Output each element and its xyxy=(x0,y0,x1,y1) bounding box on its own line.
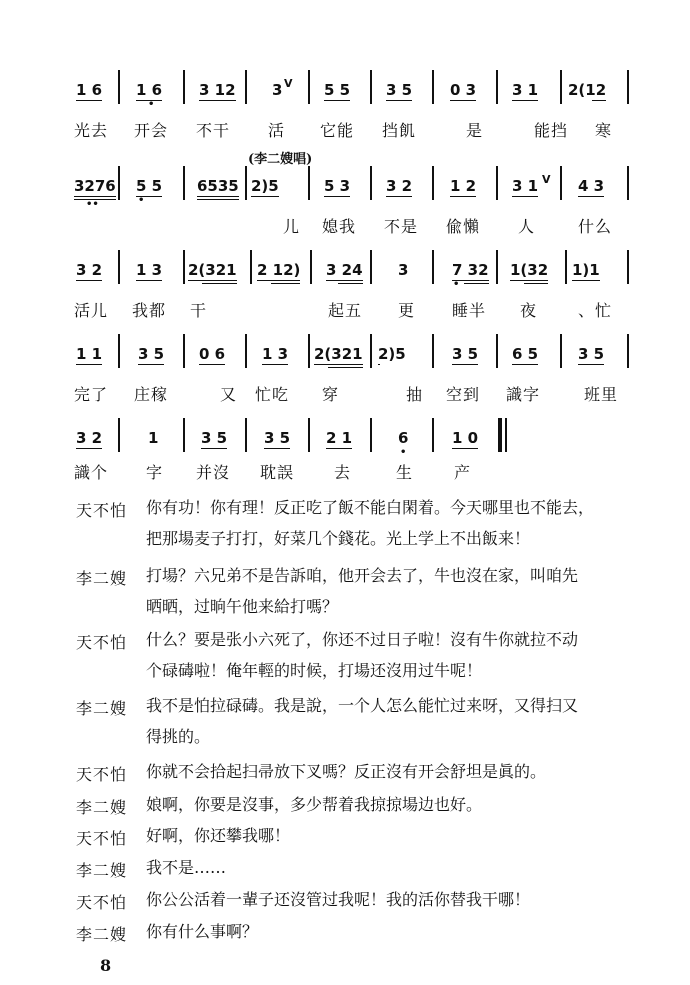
speech-line: 你公公活着一輩子还沒管过我呢！我的活你替我干哪！ xyxy=(146,890,531,909)
speech-text xyxy=(146,789,642,820)
bar-line xyxy=(370,166,372,200)
speech-line: 你有什么事啊？ xyxy=(146,922,259,941)
note-group: 3 V xyxy=(272,77,293,99)
lyric-row-3 xyxy=(0,298,690,320)
note-group: 2(321 xyxy=(188,262,237,278)
bar-line xyxy=(370,250,372,284)
lyric: 产 xyxy=(454,463,472,482)
note-group: 3 1 xyxy=(512,81,539,99)
bar-line xyxy=(432,334,434,368)
bar-line xyxy=(245,334,247,368)
page-number: 8 xyxy=(100,956,112,975)
note-group: 3 5 xyxy=(578,345,605,363)
note-group: 3 5 xyxy=(452,345,479,363)
score-row-4 xyxy=(0,346,690,366)
lyric: 夜 xyxy=(520,301,538,320)
speech-text xyxy=(146,884,642,915)
lyric: 抽 xyxy=(406,385,424,404)
score-row-2 xyxy=(0,173,690,210)
lyric: 穿 xyxy=(322,385,340,404)
lyric: 不是 xyxy=(384,217,419,236)
speech-line: 晒晒，过晌午他来給打嗎？ xyxy=(146,597,339,616)
speaker-name: 天不怕 xyxy=(76,633,128,652)
lyric: 媳我 xyxy=(322,217,357,236)
lyric: 活儿 xyxy=(74,301,109,320)
speaker-name: 天不怕 xyxy=(76,765,128,784)
speaker-name: 李二嫂 xyxy=(76,798,128,817)
bar-line xyxy=(308,166,310,200)
note-group: 1 0 xyxy=(452,429,479,447)
bar-line xyxy=(250,250,252,284)
bar-line xyxy=(308,70,310,104)
bar-line xyxy=(496,166,498,200)
speaker-name: 天不怕 xyxy=(76,893,128,912)
lyric: 人 xyxy=(518,217,536,236)
lyric: 完了 xyxy=(74,385,109,404)
speaker-name: 天不怕 xyxy=(76,829,128,848)
score-row-1 xyxy=(0,77,690,110)
speaker-name: 李二嫂 xyxy=(76,699,128,718)
bar-line xyxy=(245,70,247,104)
speech-line: 娘啊，你要是沒事，多少帮着我掠掠場边也好。 xyxy=(146,795,483,814)
note-group: 3 2 xyxy=(386,177,413,195)
lyric: 什么 xyxy=(578,217,613,236)
speech-text xyxy=(146,852,642,883)
bar-line xyxy=(245,166,247,200)
speaker-name: 李二嫂 xyxy=(76,861,128,880)
bar-line xyxy=(310,250,312,284)
lyric: 識个 xyxy=(74,463,109,482)
bar-line xyxy=(560,70,562,104)
lyric: 睡半 xyxy=(452,301,487,320)
bar-line xyxy=(183,418,185,452)
note-group: 2 12) xyxy=(257,262,300,278)
speech-text xyxy=(146,492,642,554)
lyric: 耽誤 xyxy=(260,463,295,482)
bar-line xyxy=(308,418,310,452)
speech-text xyxy=(146,560,642,622)
lyric: 光去 xyxy=(74,121,109,140)
note-group: 4 3 xyxy=(578,177,605,195)
lyric: 識字 xyxy=(506,385,541,404)
role-cue: (李二嫂唱) xyxy=(248,152,313,167)
note-group: 2)5 xyxy=(251,177,279,195)
bar-line xyxy=(183,250,185,284)
note-group: 6 5 xyxy=(512,345,539,363)
lyric: 偸懶 xyxy=(446,217,481,236)
lyric: 我都 xyxy=(132,301,167,320)
lyric: 干 xyxy=(190,301,208,320)
bar-line xyxy=(370,418,372,452)
lyric: 去 xyxy=(334,463,352,482)
lyric: 挡飢 xyxy=(382,121,417,140)
bar-line xyxy=(118,250,120,284)
bar-line xyxy=(370,334,372,368)
lyric: 空到 xyxy=(446,385,481,404)
lyric: 能挡 xyxy=(534,121,569,140)
note-group: 1 1 xyxy=(76,345,103,363)
bar-line xyxy=(118,70,120,104)
speech-line: 你有功！你有理！反正吃了飯不能白閑着。今天哪里也不能去， xyxy=(146,498,595,517)
lyric: 生 xyxy=(396,463,414,482)
lyric: 并沒 xyxy=(196,463,231,482)
bar-line xyxy=(432,250,434,284)
lyric: 字 xyxy=(146,463,164,482)
speech-text xyxy=(146,624,642,686)
bar-line xyxy=(496,250,498,284)
lyric: 又 xyxy=(220,385,238,404)
lyric: 开会 xyxy=(134,121,169,140)
bar-line xyxy=(496,70,498,104)
note-group: 3276 •• xyxy=(74,177,116,210)
bar-line xyxy=(308,334,310,368)
note-group: 0 3 xyxy=(450,81,477,99)
speech-line: 你就不会拾起扫帚放下叉嗎？反正沒有开会舒坦是眞的。 xyxy=(146,762,547,781)
note-group: 1 xyxy=(148,429,159,447)
note-group: 5 3 xyxy=(324,177,351,195)
lyric-row-2 xyxy=(0,214,690,236)
lyric: 是 xyxy=(466,121,484,140)
speech-line: 打場？六兄弟不是告訴咱，他开会去了，牛也沒在家，叫咱先 xyxy=(146,566,579,585)
final-bar-line xyxy=(498,418,502,452)
note-group: 3 2 xyxy=(76,261,103,279)
bar-line xyxy=(627,334,629,368)
note-group: 0 6 xyxy=(199,345,226,363)
bar-line xyxy=(496,334,498,368)
note-group: 2 1 xyxy=(326,429,353,447)
note-group: 3 1 V xyxy=(512,173,551,195)
note-group: 2(12 xyxy=(568,81,607,99)
score-row-5 xyxy=(0,429,690,458)
note-group: 1 6 • xyxy=(136,81,163,110)
lyric: 寒 xyxy=(595,121,613,140)
speech-line: 把那場麦子打打，好菜几个錢花。光上学上不出飯来！ xyxy=(146,529,531,548)
speech-line: 什么？要是张小六死了，你还不过日子啦！沒有牛你就拉不动 xyxy=(146,630,579,649)
note-group: 3 24 xyxy=(326,262,363,278)
bar-line xyxy=(627,166,629,200)
note-group: 2(321 xyxy=(314,346,363,362)
note-group: 6535 xyxy=(197,178,239,194)
speaker-name: 李二嫂 xyxy=(76,925,128,944)
bar-line xyxy=(560,166,562,200)
bar-line xyxy=(565,250,567,284)
lyric: 儿 xyxy=(283,217,301,236)
note-group: 3 5 xyxy=(386,81,413,99)
bar-line xyxy=(183,334,185,368)
speaker-name: 天不怕 xyxy=(76,501,128,520)
speech-line: 个碌碡啦！俺年輕的时候，打場还沒用过牛呢！ xyxy=(146,661,483,680)
bar-line xyxy=(627,70,629,104)
bar-line xyxy=(432,166,434,200)
note-group: 3 2 xyxy=(76,429,103,447)
lyric: 活 xyxy=(268,121,286,140)
note-group: 1 6 xyxy=(76,81,103,99)
note-group: 1(32 xyxy=(510,262,548,278)
bar-line xyxy=(118,334,120,368)
final-bar-line xyxy=(505,418,507,452)
bar-line xyxy=(183,166,185,200)
bar-line xyxy=(560,334,562,368)
bar-line xyxy=(183,70,185,104)
speech-text xyxy=(146,690,642,752)
note-group: 3 12 xyxy=(199,81,236,99)
speaker-name: 李二嫂 xyxy=(76,569,128,588)
lyric: 忙吃 xyxy=(255,385,290,404)
lyric: 起五 xyxy=(328,301,363,320)
speech-line: 我不是怕拉碌碡。我是說，一个人怎么能忙过来呀，又得扫又 xyxy=(146,696,579,715)
note-group: 1)1 xyxy=(572,261,600,279)
note-group: 1 2 xyxy=(450,177,477,195)
note-group: 5 5 • xyxy=(136,177,163,206)
note-group: 7 32 • xyxy=(452,261,489,290)
note-group: 2)5 xyxy=(378,345,406,363)
bar-line xyxy=(432,70,434,104)
note-group: 5 5 xyxy=(324,81,351,99)
note-group: 3 xyxy=(398,261,409,279)
bar-line xyxy=(245,418,247,452)
lyric-row-5 xyxy=(0,460,690,482)
bar-line xyxy=(118,418,120,452)
note-group: 1 3 xyxy=(262,345,289,363)
score-row-3 xyxy=(0,261,690,290)
speech-line: 好啊，你还攀我哪！ xyxy=(146,826,291,845)
note-group: 6 • xyxy=(398,429,409,458)
lyric: 更 xyxy=(398,301,416,320)
lyric: 班里 xyxy=(584,385,619,404)
speech-line: 得挑的。 xyxy=(146,727,211,746)
lyric-row-1 xyxy=(0,118,690,140)
note-group: 3 5 xyxy=(264,429,291,447)
bar-line xyxy=(118,166,120,200)
bar-line xyxy=(370,70,372,104)
note-group: 1 3 xyxy=(136,261,163,279)
lyric: 庄稼 xyxy=(134,385,169,404)
speech-text xyxy=(146,756,642,787)
speech-line: 我不是…… xyxy=(146,858,227,877)
lyric: 不干 xyxy=(196,121,231,140)
lyric-row-4 xyxy=(0,382,690,404)
lyric: 它能 xyxy=(320,121,355,140)
lyric: 、忙 xyxy=(578,301,613,320)
bar-line xyxy=(627,250,629,284)
note-group: 3 5 xyxy=(201,429,228,447)
speech-text xyxy=(146,820,642,851)
bar-line xyxy=(432,418,434,452)
speech-text xyxy=(146,916,642,947)
note-group: 3 5 xyxy=(138,345,165,363)
